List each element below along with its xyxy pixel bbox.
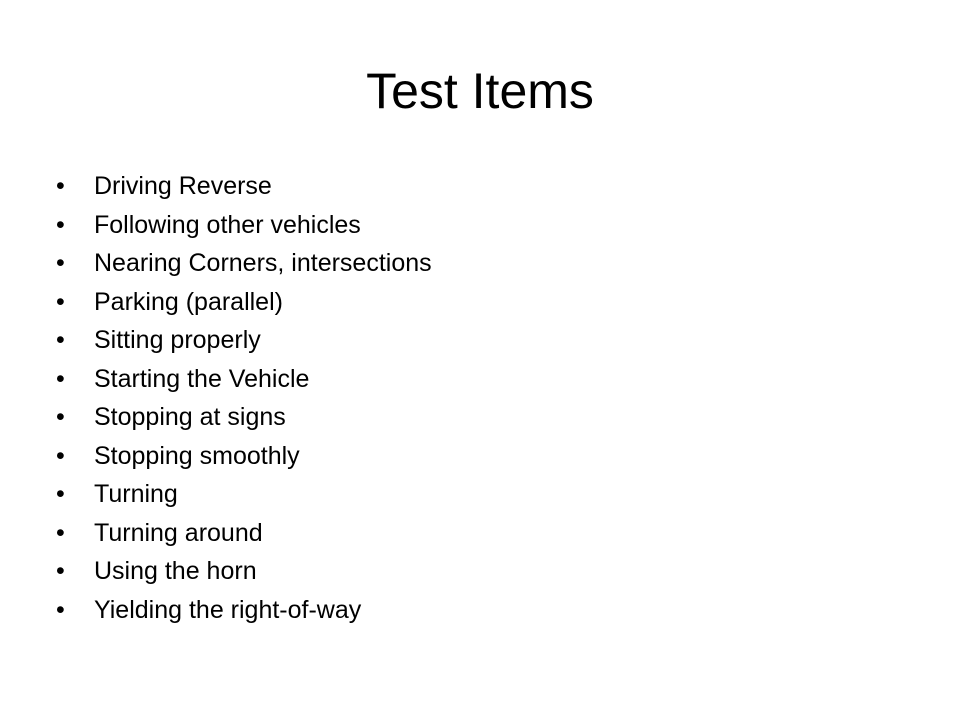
bullet-icon: • xyxy=(56,557,65,585)
bullet-icon: • xyxy=(56,326,65,354)
bullet-icon: • xyxy=(56,249,65,277)
list-item xyxy=(56,437,432,476)
list-item xyxy=(56,283,432,322)
list-item-label: Yielding the right-of-way xyxy=(94,595,362,624)
list-item-label: Turning around xyxy=(94,518,263,547)
list-item xyxy=(56,206,432,245)
list-item xyxy=(56,475,432,514)
bullet-icon: • xyxy=(56,172,65,200)
list-item-label: Starting the Vehicle xyxy=(94,364,310,393)
bullet-icon: • xyxy=(56,364,65,393)
list-item-label: Using the horn xyxy=(94,557,257,585)
list-item-label: Stopping at signs xyxy=(94,403,286,431)
bullet-icon: • xyxy=(56,403,65,431)
list-item xyxy=(56,321,432,360)
list-item-label: Driving Reverse xyxy=(94,172,272,200)
list-item xyxy=(56,552,432,591)
list-item-label: Nearing Corners, intersections xyxy=(94,249,432,277)
list-item xyxy=(56,398,432,437)
list-item-label: Stopping smoothly xyxy=(94,441,300,470)
list-item-label: Parking (parallel) xyxy=(94,287,283,316)
list-item xyxy=(56,360,432,399)
bullet-icon: • xyxy=(56,441,65,470)
bullet-list xyxy=(56,167,432,629)
bullet-icon: • xyxy=(56,480,65,508)
bullet-icon: • xyxy=(56,210,65,239)
list-item-label: Sitting properly xyxy=(94,326,261,354)
bullet-icon: • xyxy=(56,595,65,624)
list-item-label: Following other vehicles xyxy=(94,210,361,239)
list-item xyxy=(56,514,432,553)
bullet-icon: • xyxy=(56,518,65,547)
list-item xyxy=(56,244,432,283)
bullet-icon: • xyxy=(56,287,65,316)
list-item xyxy=(56,167,432,206)
list-item-label: Turning xyxy=(94,480,178,508)
slide-title: Test Items xyxy=(366,63,594,119)
list-item xyxy=(56,591,432,630)
